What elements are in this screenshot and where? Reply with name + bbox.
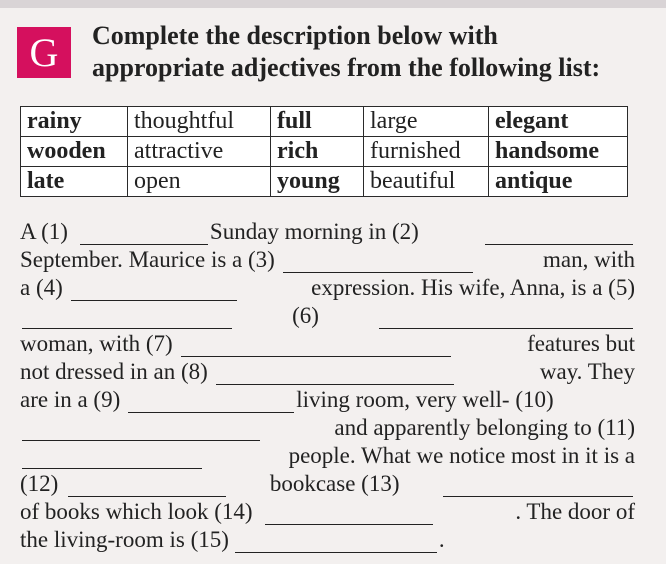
instruction: [92, 20, 652, 84]
passage-line-4: [20, 303, 635, 329]
passage-line-12: [20, 527, 635, 553]
passage-text: . The door of: [515, 499, 635, 524]
blank-6[interactable]: [379, 310, 633, 329]
passage-text: Sunday morning in (2): [209, 219, 419, 244]
passage-line-5: [20, 331, 635, 357]
passage-line-7: [20, 387, 635, 413]
word-cell: young: [271, 167, 364, 197]
word-cell: attractive: [128, 137, 271, 167]
passage-line-10: [20, 471, 635, 497]
blank-7[interactable]: [181, 338, 451, 357]
instruction-line-1: Complete the description below with: [92, 21, 498, 50]
blank-8[interactable]: [216, 366, 454, 385]
blank-1[interactable]: [80, 226, 208, 245]
blank-13[interactable]: [443, 478, 633, 497]
blank-9[interactable]: [128, 394, 294, 413]
word-cell: rich: [271, 137, 364, 167]
blank-5[interactable]: [22, 310, 232, 329]
passage-text: woman, with (7): [20, 331, 173, 356]
passage-line-8: [20, 415, 635, 441]
passage-text: bookcase (13): [269, 471, 400, 496]
blank-15[interactable]: [235, 534, 437, 553]
blank-3[interactable]: [283, 254, 473, 273]
passage-text: the living-room is (15): [20, 527, 229, 552]
word-cell: open: [128, 167, 271, 197]
passage-text: expression. His wife, Anna, is a (5): [311, 275, 635, 300]
passage-text: of books which look (14): [20, 499, 253, 524]
word-table: [20, 106, 628, 197]
passage-text: and apparently belonging to (11): [334, 415, 635, 440]
word-cell: thoughtful: [128, 107, 271, 137]
passage-line-3: [20, 275, 635, 301]
passage-text: (6): [292, 303, 319, 328]
word-row: [21, 137, 628, 167]
word-cell: wooden: [21, 137, 128, 167]
exercise-letter: G: [29, 30, 59, 75]
passage-line-1: [20, 219, 635, 245]
passage-text: people. What we notice most in it is a: [288, 443, 635, 468]
passage-text: are in a (9): [20, 387, 121, 412]
passage-text: features but: [527, 331, 635, 356]
exercise-letter-badge: [17, 27, 71, 78]
blank-11[interactable]: [22, 450, 202, 469]
passage-text: September. Maurice is a (3): [20, 247, 275, 272]
word-row: [21, 167, 628, 197]
word-cell: large: [364, 107, 489, 137]
word-cell: elegant: [489, 107, 628, 137]
passage-text: (12): [20, 471, 59, 496]
word-row: [21, 107, 628, 137]
passage-text: way. They: [539, 359, 635, 384]
passage-text: .: [438, 527, 445, 552]
word-cell: full: [271, 107, 364, 137]
passage-text: A (1): [20, 219, 68, 244]
passage-line-6: [20, 359, 635, 385]
passage-text: living room, very well- (10): [296, 387, 554, 412]
blank-2[interactable]: [485, 226, 633, 245]
blank-14[interactable]: [265, 506, 433, 525]
passage-text: not dressed in an (8): [20, 359, 208, 384]
word-cell: beautiful: [364, 167, 489, 197]
passage-line-9: [20, 443, 635, 469]
word-cell: antique: [489, 167, 628, 197]
passage-text: man, with: [543, 247, 635, 272]
blank-12[interactable]: [68, 478, 226, 497]
passage-line-2: [20, 247, 635, 273]
word-cell: late: [21, 167, 128, 197]
word-cell: rainy: [21, 107, 128, 137]
blank-4[interactable]: [71, 282, 237, 301]
passage-line-11: [20, 499, 635, 525]
top-band: [0, 0, 666, 8]
word-cell: handsome: [489, 137, 628, 167]
instruction-line-2: appropriate adjectives from the following list:: [92, 53, 601, 82]
passage-text: a (4): [20, 275, 63, 300]
word-cell: furnished: [364, 137, 489, 167]
blank-10[interactable]: [22, 422, 260, 441]
